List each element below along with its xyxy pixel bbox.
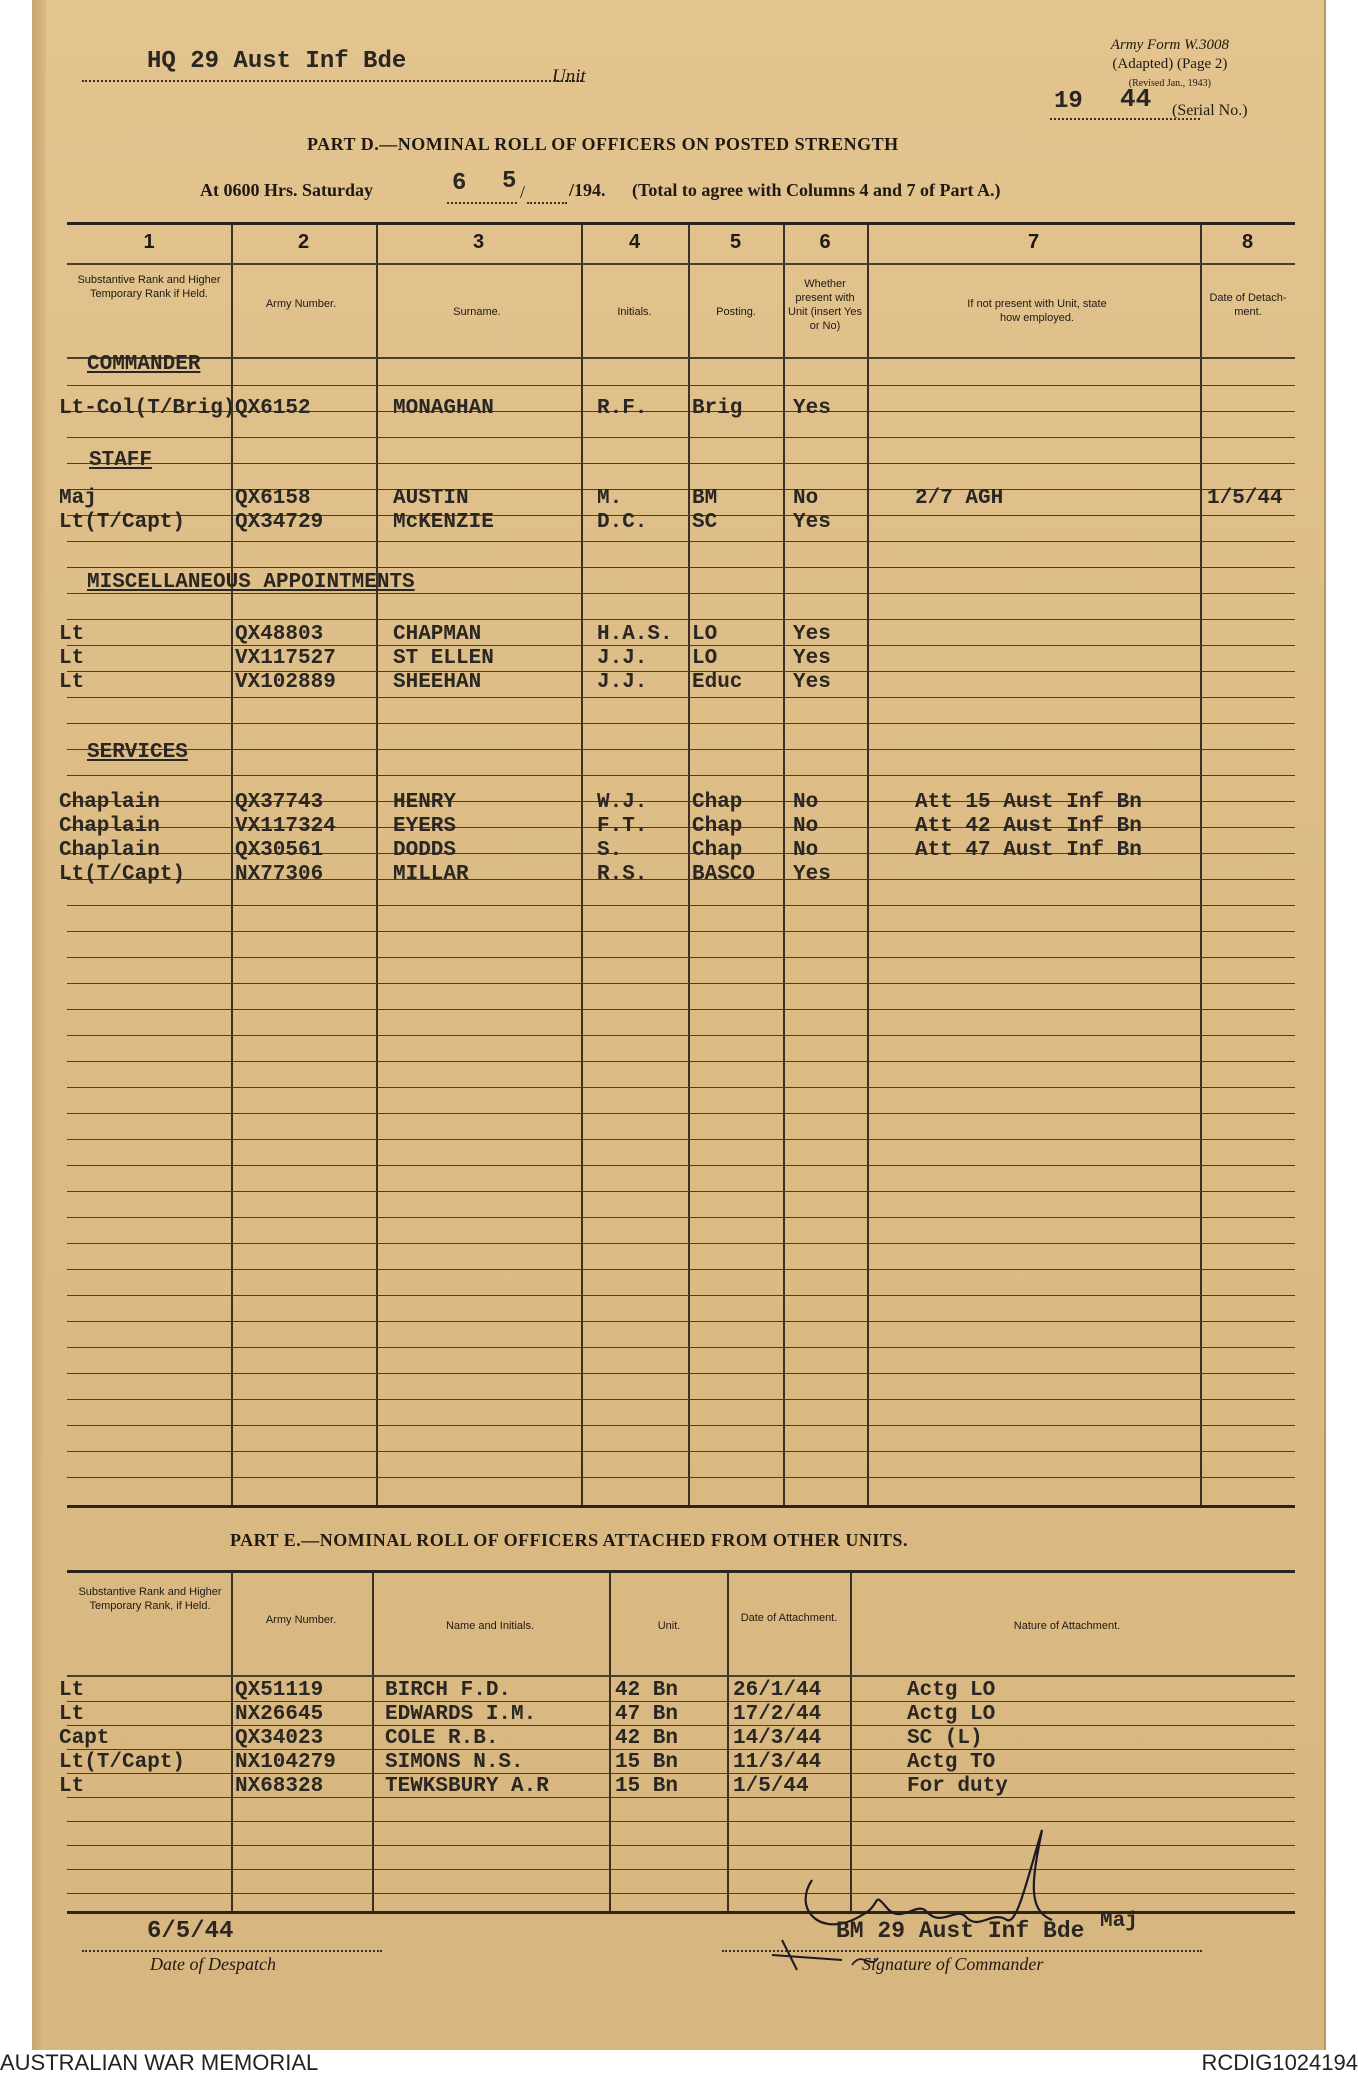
ruled-line <box>67 1347 1295 1348</box>
name-cell: COLE R.B. <box>385 1727 499 1750</box>
ruled-line <box>67 1191 1295 1192</box>
part-d-colnum: 7 <box>1027 231 1040 253</box>
part-d-year: /194. <box>569 180 606 200</box>
rank-cell: Lt(T/Capt) <box>59 863 186 886</box>
serial-prefix: 19 <box>1054 88 1083 115</box>
ruled-line <box>67 1269 1295 1270</box>
name-cell: TEWKSBURY A.R <box>385 1775 549 1798</box>
attachment-date-cell: 17/2/44 <box>733 1703 822 1726</box>
date-slash: / <box>520 182 526 202</box>
posting-cell: Chap <box>692 815 743 838</box>
surname-cell: EYERS <box>393 815 457 838</box>
day-underline <box>447 202 517 204</box>
army-number-cell: QX30561 <box>235 839 324 862</box>
part-d-colnum: 4 <box>628 231 641 253</box>
present-cell: No <box>793 839 819 862</box>
present-cell: No <box>793 791 819 814</box>
form-code-line3: (Revised Jan., 1943) <box>1128 78 1211 89</box>
part-d-col-divider <box>688 225 690 1505</box>
part-d-col-divider <box>581 225 583 1505</box>
surname-cell: ST ELLEN <box>393 647 494 670</box>
army-number-cell: QX48803 <box>235 623 324 646</box>
present-cell: Yes <box>793 511 831 534</box>
part-d-colnum: 3 <box>472 231 485 253</box>
ruled-line <box>67 1009 1295 1010</box>
part-d-table <box>59 222 1295 1508</box>
ruled-line <box>67 697 1295 698</box>
part-d-colhead: Substantive Rank and Higher Temporary Rank if Held. <box>77 274 221 300</box>
rank-cell: Lt(T/Capt) <box>59 1751 186 1774</box>
part-e-colhead: Unit. <box>657 1620 681 1632</box>
army-number-cell: NX77306 <box>235 863 324 886</box>
present-cell: Yes <box>793 397 831 420</box>
part-d-day: 6 <box>452 170 467 197</box>
part-d-month: 5 <box>502 168 517 195</box>
form-sheet <box>32 0 1326 2050</box>
attachment-nature-cell: Actg LO <box>907 1703 996 1726</box>
rank-cell: Lt(T/Capt) <box>59 511 186 534</box>
part-d-colnum: 5 <box>729 231 742 253</box>
rank-cell: Lt <box>59 1679 85 1702</box>
surname-cell: DODDS <box>393 839 457 862</box>
army-number-cell: QX37743 <box>235 791 324 814</box>
army-number-cell: VX117324 <box>235 815 336 838</box>
posting-cell: BM <box>692 487 718 510</box>
posting-cell: Educ <box>692 671 743 694</box>
initials-cell: J.J. <box>597 647 648 670</box>
ruled-line <box>67 775 1295 776</box>
ruled-line <box>67 385 1295 386</box>
form-code-line2: (Adapted) (Page 2) <box>1112 56 1228 72</box>
name-cell: SIMONS N.S. <box>385 1751 524 1774</box>
ruled-line <box>67 1451 1295 1452</box>
ruled-line <box>67 1035 1295 1036</box>
initials-cell: S. <box>597 839 623 862</box>
ruled-line <box>67 1243 1295 1244</box>
present-cell: Yes <box>793 863 831 886</box>
ruled-line <box>67 463 1295 464</box>
unit-cell: 42 Bn <box>615 1727 679 1750</box>
part-d-title: PART D.—NOMINAL ROLL OF OFFICERS ON POSTED STRENGTH <box>307 134 899 154</box>
section-commander: COMMANDER <box>87 353 201 376</box>
part-e-colhead: Nature of Attachment. <box>1013 1620 1121 1632</box>
ruled-line <box>67 1087 1295 1088</box>
ruled-line <box>67 905 1295 906</box>
initials-cell: R.S. <box>597 863 648 886</box>
part-e-colhead: Name and Initials. <box>445 1620 535 1632</box>
unit-cell: 15 Bn <box>615 1775 679 1798</box>
ruled-line <box>67 619 1295 620</box>
army-number-cell: QX34023 <box>235 1727 324 1750</box>
part-d-colhead: Date of Detach-ment. <box>1209 292 1287 318</box>
army-number-cell: NX104279 <box>235 1751 336 1774</box>
part-e-header-rule <box>67 1675 1295 1677</box>
caption-right: RCDIG1024194 <box>1201 2050 1358 2075</box>
attachment-nature-cell: Actg LO <box>907 1679 996 1702</box>
attachment-date-cell: 1/5/44 <box>733 1775 809 1798</box>
part-d-total-text: (Total to agree with Columns 4 and 7 of Part A.) <box>632 180 1001 200</box>
detachment-date-cell: 1/5/44 <box>1207 487 1283 510</box>
part-d-col-divider <box>783 225 785 1505</box>
rank-cell: Lt <box>59 1703 85 1726</box>
part-d-col-divider <box>376 225 378 1505</box>
army-number-cell: VX102889 <box>235 671 336 694</box>
part-d-at-text: At 0600 Hrs. Saturday <box>200 180 374 200</box>
part-d-colnum: 8 <box>1241 231 1254 253</box>
part-e-colhead: Army Number. <box>265 1614 337 1626</box>
attachment-nature-cell: For duty <box>907 1775 1008 1798</box>
surname-cell: AUSTIN <box>393 487 469 510</box>
initials-cell: J.J. <box>597 671 648 694</box>
ruled-line <box>67 957 1295 958</box>
present-cell: No <box>793 815 819 838</box>
ruled-line <box>67 1113 1295 1114</box>
surname-cell: CHAPMAN <box>393 623 482 646</box>
unit-label: Unit <box>552 66 586 87</box>
caption-left: AUSTRALIAN WAR MEMORIAL <box>0 2050 319 2075</box>
employment-cell: Att 15 Aust Inf Bn <box>915 791 1142 814</box>
employment-cell: Att 42 Aust Inf Bn <box>915 815 1142 838</box>
surname-cell: MILLAR <box>393 863 469 886</box>
posting-cell: SC <box>692 511 718 534</box>
part-d-colhead: Initials. <box>617 306 652 318</box>
rank-cell: Chaplain <box>59 791 160 814</box>
present-cell: Yes <box>793 671 831 694</box>
surname-cell: HENRY <box>393 791 457 814</box>
ruled-line <box>67 1139 1295 1140</box>
posting-cell: Brig <box>692 397 743 420</box>
name-cell: EDWARDS I.M. <box>385 1703 537 1726</box>
rank-cell: Chaplain <box>59 839 160 862</box>
part-d-colhead: Army Number. <box>265 298 337 310</box>
rank-cell: Lt <box>59 1775 85 1798</box>
rank-cell: Lt <box>59 671 85 694</box>
serial-value: 44 <box>1120 84 1152 114</box>
despatch-label: Date of Despatch <box>150 1954 276 1974</box>
part-d-colhead: Whether present with Unit (insert Yes or No) <box>788 278 862 332</box>
attachment-date-cell: 26/1/44 <box>733 1679 822 1702</box>
rank-cell: Capt <box>59 1727 110 1750</box>
despatch-date: 6/5/44 <box>147 1918 234 1945</box>
rank-cell: Lt-Col(T/Brig) <box>59 397 236 420</box>
part-d-colhead: If not present with Unit, state how employed. <box>967 298 1107 324</box>
unit-underline <box>82 80 582 82</box>
ruled-line <box>67 1477 1295 1478</box>
ruled-line <box>67 931 1295 932</box>
section-misc-appointments: MISCELLANEOUS APPOINTMENTS <box>87 571 415 594</box>
part-e-col-divider <box>372 1573 374 1911</box>
ruled-line <box>67 749 1295 750</box>
posting-cell: LO <box>692 647 718 670</box>
month-underline <box>527 202 567 204</box>
part-d-colnum: 2 <box>297 231 310 253</box>
unit-value: HQ 29 Aust Inf Bde <box>147 48 407 75</box>
rank-cell: Lt <box>59 623 85 646</box>
part-d-col-divider <box>1200 225 1202 1505</box>
initials-cell: H.A.S. <box>597 623 673 646</box>
attachment-nature-cell: Actg TO <box>907 1751 996 1774</box>
commander-value: BM 29 Aust Inf Bde <box>836 1918 1085 1944</box>
ruled-line <box>67 1061 1295 1062</box>
rank-cell: Chaplain <box>59 815 160 838</box>
ruled-line <box>67 1399 1295 1400</box>
initials-cell: R.F. <box>597 397 648 420</box>
initials-cell: F.T. <box>597 815 648 838</box>
part-d-colnum: 6 <box>819 231 831 253</box>
part-d-col-divider <box>867 225 869 1505</box>
rank-cell: Lt <box>59 647 85 670</box>
name-cell: BIRCH F.D. <box>385 1679 512 1702</box>
ruled-line <box>67 1217 1295 1218</box>
surname-cell: SHEEHAN <box>393 671 482 694</box>
army-number-cell: QX6158 <box>235 487 311 510</box>
unit-cell: 42 Bn <box>615 1679 679 1702</box>
army-number-cell: NX68328 <box>235 1775 324 1798</box>
army-number-cell: NX26645 <box>235 1703 324 1726</box>
unit-cell: 15 Bn <box>615 1751 679 1774</box>
ruled-line <box>67 1165 1295 1166</box>
ruled-line <box>67 1295 1295 1296</box>
commander-underline <box>722 1950 1202 1952</box>
ruled-line <box>67 723 1295 724</box>
surname-cell: MONAGHAN <box>393 397 494 420</box>
attachment-nature-cell: SC (L) <box>907 1727 983 1750</box>
unit-cell: 47 Bn <box>615 1703 679 1726</box>
serial-label: (Serial No.) <box>1172 102 1248 119</box>
part-e-col-divider <box>609 1573 611 1911</box>
army-number-cell: QX6152 <box>235 397 311 420</box>
employment-cell: Att 47 Aust Inf Bn <box>915 839 1142 862</box>
employment-cell: 2/7 AGH <box>915 487 1004 510</box>
commander-rank: Maj <box>1100 1910 1138 1933</box>
ruled-line <box>67 1425 1295 1426</box>
attachment-date-cell: 14/3/44 <box>733 1727 822 1750</box>
part-e-col-divider <box>231 1573 233 1911</box>
section-services: SERVICES <box>87 741 188 764</box>
present-cell: No <box>793 487 819 510</box>
section-staff: STAFF <box>89 449 153 472</box>
present-cell: Yes <box>793 647 831 670</box>
army-number-cell: QX34729 <box>235 511 324 534</box>
rank-cell: Maj <box>59 487 97 510</box>
part-d-colhead: Posting. <box>716 306 756 318</box>
ruled-line <box>67 1321 1295 1322</box>
despatch-underline <box>82 1950 382 1952</box>
posting-cell: Chap <box>692 791 743 814</box>
part-e-title: PART E.—NOMINAL ROLL OF OFFICERS ATTACHED FROM OTHER UNITS. <box>230 1530 908 1550</box>
part-d-colnum: 1 <box>143 231 155 253</box>
surname-cell: McKENZIE <box>393 511 494 534</box>
part-e-colhead: Date of Attachment. <box>740 1612 838 1624</box>
present-cell: Yes <box>793 623 831 646</box>
attachment-date-cell: 11/3/44 <box>733 1751 822 1774</box>
part-d-header-rule <box>67 263 1295 265</box>
form-code-line1: Army Form W.3008 <box>1110 37 1229 53</box>
part-d-header-rule <box>67 357 1295 359</box>
initials-cell: M. <box>597 487 623 510</box>
part-e-colhead: Substantive Rank and Higher Temporary Rank, if Held. <box>78 1586 222 1612</box>
ruled-line <box>67 567 1295 568</box>
ruled-line <box>67 541 1295 542</box>
posting-cell: BASCO <box>692 863 756 886</box>
posting-cell: Chap <box>692 839 743 862</box>
posting-cell: LO <box>692 623 718 646</box>
army-number-cell: QX51119 <box>235 1679 324 1702</box>
commander-label: Signature of Commander <box>862 1954 1044 1974</box>
ruled-line <box>67 1373 1295 1374</box>
ruled-line <box>67 983 1295 984</box>
initials-cell: W.J. <box>597 791 648 814</box>
part-e-col-divider <box>727 1573 729 1911</box>
army-number-cell: VX117527 <box>235 647 336 670</box>
initials-cell: D.C. <box>597 511 648 534</box>
ruled-line <box>67 437 1295 438</box>
part-d-colhead: Surname. <box>453 306 501 318</box>
